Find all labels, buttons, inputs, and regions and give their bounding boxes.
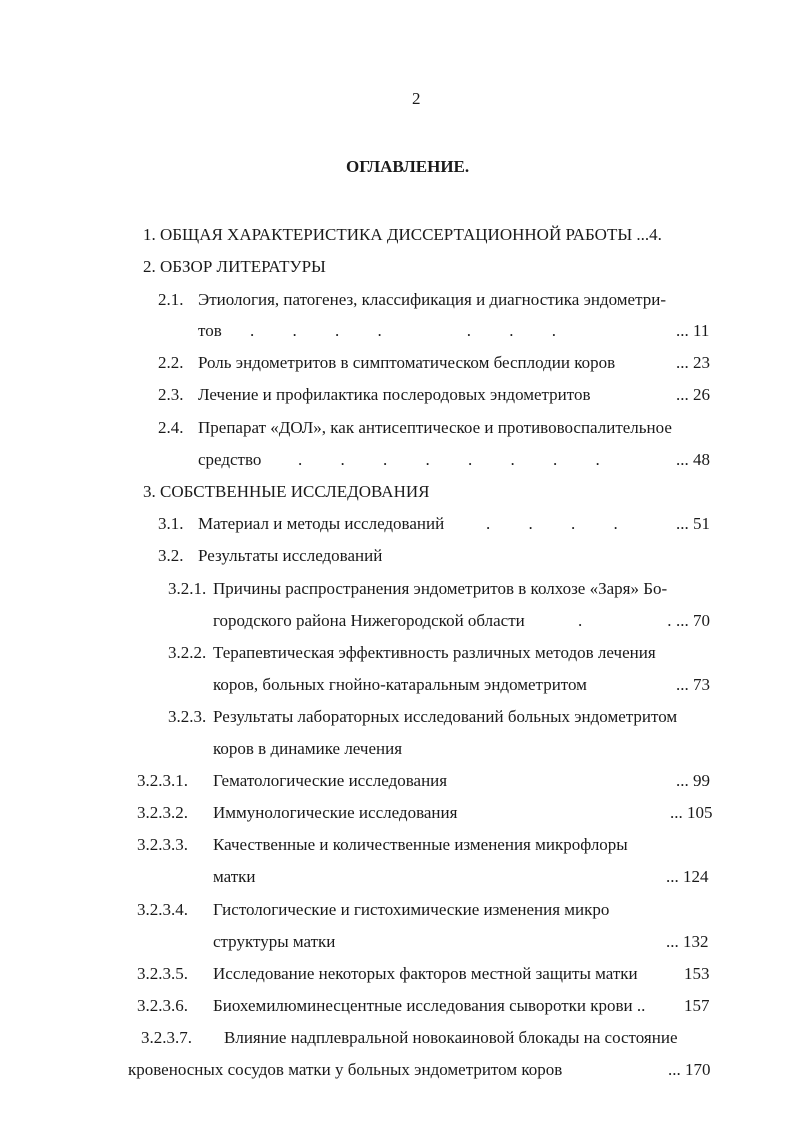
toc-text-3-1: Материал и методы исследований [198, 514, 445, 533]
toc-text-3-2-3-6: Биохемилюминесцентные исследования сыворотки крови .. [213, 996, 646, 1015]
toc-page-3-2-3-5: 153 [684, 964, 710, 983]
toc-num-3-2-3: 3.2.3. [168, 707, 207, 726]
toc-page-3-2-3-2: ... 105 [670, 803, 713, 822]
toc-text-2-3: Лечение и профилактика послеродовых эндометритов [198, 385, 591, 404]
toc-text-3-2-3-line1: Результаты лабораторных исследований больных эндометритом [213, 707, 678, 726]
toc-page-2-2: ... 23 [676, 353, 710, 372]
page-number: 2 [412, 89, 421, 108]
toc-page-3-2-3-3: ... 124 [666, 867, 709, 886]
toc-text-3-2-3-4-line1: Гистологические и гистохимические изменения микро [213, 900, 610, 919]
toc-page-2-4: ... 48 [676, 450, 710, 469]
toc-num-3-2: 3.2. [158, 546, 184, 565]
toc-page-3-2-3-1: ... 99 [676, 771, 710, 790]
toc-text-2-1-line2: тов [198, 321, 222, 340]
toc-leader-2-4: . . . . . . . . [298, 450, 600, 469]
toc-text-2-1-a: Этиология, патогенез, классификация и диагностика эндометри- [198, 290, 666, 309]
page-title: ОГЛАВЛЕНИЕ. [346, 157, 470, 176]
toc-text-3-2-3-2: Иммунологические исследования [213, 803, 458, 822]
toc-num-3-2-3-3: 3.2.3.3. [137, 835, 188, 854]
toc-text-3-2-3-1: Гематологические исследования [213, 771, 448, 790]
toc-num-3-2-3-1: 3.2.3.1. [137, 771, 188, 790]
toc-section-1: 1. ОБЩАЯ ХАРАКТЕРИСТИКА ДИССЕРТАЦИОННОЙ РАБОТЫ ...4. [143, 225, 662, 244]
toc-text-3-2-1-line1: Причины распространения эндометритов в колхозе «Заря» Бо- [213, 579, 668, 598]
toc-text-2-1-line1 [198, 289, 734, 311]
toc-page-2-1: ... 11 [676, 321, 710, 340]
toc-section-2: 2. ОБЗОР ЛИТЕРАТУРЫ [143, 257, 326, 276]
toc-page-3-2-3-7: ... 170 [668, 1060, 711, 1079]
toc-page-3-2-3-6: 157 [684, 996, 710, 1015]
toc-text-3-2-1-line2: городского района Нижегородской области [213, 611, 525, 630]
toc-num-3-2-3-6: 3.2.3.6. [137, 996, 188, 1015]
toc-section-3: 3. СОБСТВЕННЫЕ ИССЛЕДОВАНИЯ [143, 482, 430, 501]
toc-num-3-2-3-4: 3.2.3.4. [137, 900, 188, 919]
toc-num-2-3: 2.3. [158, 385, 184, 404]
toc-num-3-2-3-2: 3.2.3.2. [137, 803, 188, 822]
toc-text-3-2-3-7-line1: Влияние надплевральной новокаиновой блокады на состояние [224, 1028, 678, 1047]
toc-page-3-1: ... 51 [676, 514, 710, 533]
toc-text-3-2-3-3-line1: Качественные и количественные изменения микрофлоры [213, 835, 628, 854]
toc-text-3-2-3-4-line2: структуры матки [213, 932, 336, 951]
toc-num-3-1: 3.1. [158, 514, 184, 533]
toc-text-3-2-3-7-line2: кровеносных сосудов матки у больных эндометритом коров [128, 1060, 563, 1079]
toc-leader-2-1: . . . . . . . [250, 321, 556, 340]
toc-page-2-3: ... 26 [676, 385, 710, 404]
toc-leader-3-1: . . . . [486, 514, 618, 533]
toc-num-2-2: 2.2. [158, 353, 184, 372]
toc-page-3-2-1: ... 70 [676, 611, 710, 630]
toc-page-3-2-3-4: ... 132 [666, 932, 709, 951]
toc-text-2-4-line1: Препарат «ДОЛ», как антисептическое и противовоспалительное [198, 418, 672, 437]
toc-text-3-2-2-line1: Терапевтическая эффективность различных методов лечения [213, 643, 656, 662]
toc-num-2-4: 2.4. [158, 418, 184, 437]
toc-text-3-2: Результаты исследований [198, 546, 383, 565]
toc-num-3-2-3-5: 3.2.3.5. [137, 964, 188, 983]
toc-text-3-2-3-line2: коров в динамике лечения [213, 739, 403, 758]
toc-text-3-2-2-line2: коров, больных гнойно-катаральным эндометритом [213, 675, 587, 694]
toc-num-2-1: 2.1. [158, 290, 184, 309]
toc-num-3-2-1: 3.2.1. [168, 579, 207, 598]
toc-num-3-2-2: 3.2.2. [168, 643, 207, 662]
toc-text-2-4-line2: средство [198, 450, 262, 469]
toc-page-3-2-2: ... 73 [676, 675, 710, 694]
toc-text-3-2-3-3-line2: матки [213, 867, 256, 886]
toc-num-3-2-3-7: 3.2.3.7. [141, 1028, 192, 1047]
toc-text-2-2: Роль эндометритов в симптоматическом бесплодии коров [198, 353, 616, 372]
toc-text-3-2-3-5: Исследование некоторых факторов местной защиты матки [213, 964, 638, 983]
toc-leader-3-2-1: . . [578, 611, 672, 630]
